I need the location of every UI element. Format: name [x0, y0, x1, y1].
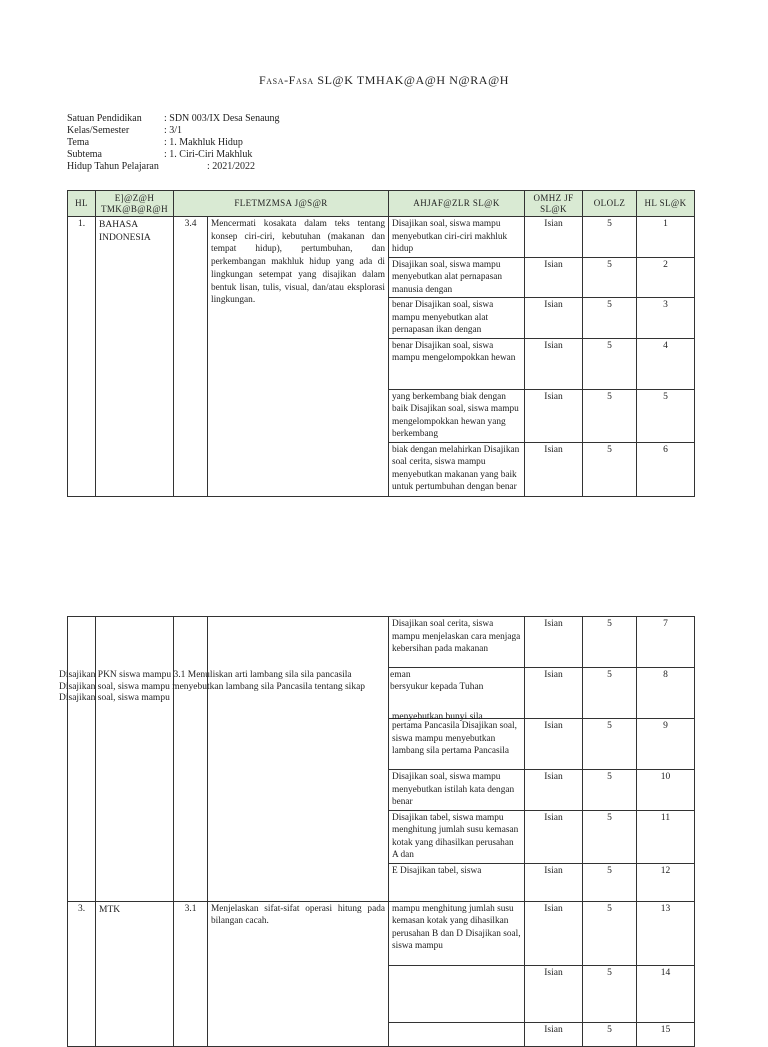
header-no: HL [68, 191, 96, 217]
indicator-cell: Disajikan soal, siswa mampu menyebutkan alat pernapasan manusia dengan [389, 257, 525, 298]
grid-table-1 [67, 190, 695, 497]
level-cell: 5 [583, 217, 637, 258]
level-cell: 5 [583, 810, 637, 863]
overlap-text-left [59, 670, 365, 705]
competency-number: 3.1 [174, 901, 208, 1046]
form-cell: Isian [525, 810, 583, 863]
form-cell: Isian [525, 719, 583, 770]
form-cell: Isian [525, 901, 583, 965]
question-number-cell: 12 [637, 863, 695, 901]
form-cell: Isian [525, 389, 583, 442]
form-cell: Isian [525, 668, 583, 719]
header-indicator: AHJAF@ZLR SL@K [389, 191, 525, 217]
meta-key-school: Satuan Pendidikan [67, 113, 142, 124]
indicator-cell [389, 965, 525, 1022]
meta-value-class: : 3/1 [164, 125, 183, 136]
question-number-cell: 9 [637, 719, 695, 770]
header-number: HL SL@K [637, 191, 695, 217]
form-cell: Isian [525, 217, 583, 258]
overlap-text-low [392, 712, 483, 724]
question-number-cell: 2 [637, 257, 695, 298]
form-cell: Isian [525, 965, 583, 1022]
question-number-cell: 15 [637, 1022, 695, 1046]
form-cell: Isian [525, 617, 583, 668]
question-number-cell: 7 [637, 617, 695, 668]
indicator-cell: Disajikan soal, siswa mampu menyebutkan ciri-ciri makhluk hidup [389, 217, 525, 258]
meta-value-theme: : 1. Makhluk Hidup [164, 137, 243, 148]
form-cell: Isian [525, 442, 583, 496]
question-number-cell: 8 [637, 668, 695, 719]
indicator-cell: mampu menghitung jumlah susu kemasan kotak yang dihasilkan perusahan B dan D Disajikan soal, siswa mampu [389, 901, 525, 965]
subject-cell: BAHASA INDONESIA [96, 217, 174, 497]
form-cell: Isian [525, 257, 583, 298]
document-title: Fasa-Fasa SL@K TMHAK@A@H N@RA@H [259, 73, 509, 87]
header-form: OMHZ JF SL@K [525, 191, 583, 217]
indicator-cell: benar Disajikan soal, siswa mampu menyebutkan alat pernapasan ikan dengan [389, 298, 525, 339]
meta-key-subtheme: Subtema [67, 149, 102, 160]
form-cell: Isian [525, 338, 583, 389]
level-cell: 5 [583, 338, 637, 389]
header-competency: FLETMZMSA J@S@R [174, 191, 389, 217]
indicator-cell: pertama Pancasila Disajikan soal, siswa mampu menyebutkan lambang sila pertama Pancasila [389, 719, 525, 770]
competency-number: 3.4 [174, 217, 208, 497]
header-subject: E]@Z@H TMK@B@R@H [96, 191, 174, 217]
question-number-cell: 14 [637, 965, 695, 1022]
overlap-line: menyebutkan bunyi sila [392, 712, 483, 722]
row-number: 3. [68, 901, 96, 1046]
meta-key-class: Kelas/Semester [67, 125, 130, 136]
indicator-cell: E Disajikan tabel, siswa [389, 863, 525, 901]
meta-block [67, 113, 367, 175]
competency-number-empty [174, 617, 208, 902]
level-cell: 5 [583, 1022, 637, 1046]
competency-text: Menjelaskan sifat-sifat operasi hitung pada bilangan cacah. [208, 901, 389, 1046]
level-cell: 5 [583, 965, 637, 1022]
form-cell: Isian [525, 770, 583, 811]
level-cell: 5 [583, 863, 637, 901]
subject-cell-empty [96, 617, 174, 902]
level-cell: 5 [583, 770, 637, 811]
level-cell: 5 [583, 298, 637, 339]
indicator-cell: Disajikan soal cerita, siswa mampu menjelaskan cara menjaga kebersihan pada makanan [389, 617, 525, 668]
overlap-line: eman [390, 670, 411, 680]
question-number-cell: 13 [637, 901, 695, 965]
overlap-line: Disajikan soal, siswa mampu [59, 693, 170, 703]
form-cell: Isian [525, 863, 583, 901]
level-cell: 5 [583, 719, 637, 770]
level-cell: 5 [583, 668, 637, 719]
level-cell: 5 [583, 617, 637, 668]
meta-key-year: Hidup Tahun Pelajaran [67, 161, 159, 172]
competency-text: Mencermati kosakata dalam teks tentang konsep ciri-ciri, kebutuhan (makanan dan tempat hidup), pertumbuhan, dan perkembangan makhluk hidup yang ada di lingkungan setempat yang disajikan dalam bentuk lisan, tulis, visual, dan/atau eksplorasi lingkungan. [208, 217, 389, 497]
question-number-cell: 4 [637, 338, 695, 389]
meta-value-school: : SDN 003/IX Desa Senaung [164, 113, 280, 124]
form-cell: Isian [525, 1022, 583, 1046]
meta-key-theme: Tema [67, 137, 90, 148]
indicator-cell: Disajikan soal, siswa mampu menyebutkan istilah kata dengan benar [389, 770, 525, 811]
question-number-cell: 11 [637, 810, 695, 863]
overlap-line: Disajikan PKN siswa mampu 3.1 Menuliskan arti lambang sila sila pancasila [59, 670, 352, 680]
form-cell: Isian [525, 298, 583, 339]
level-cell: 5 [583, 257, 637, 298]
indicator-cell: Disajikan tabel, siswa mampu menghitung jumlah susu kemasan kotak yang dihasilkan perusahan A dan [389, 810, 525, 863]
indicator-cell: yang berkembang biak dengan baik Disajikan soal, siswa mampu mengelompokkan hewan yang berkembang [389, 389, 525, 442]
question-number-cell: 1 [637, 217, 695, 258]
level-cell: 5 [583, 901, 637, 965]
subject-cell: MTK [96, 901, 174, 1046]
overlap-line: bersyukur kepada Tuhan [390, 681, 484, 692]
header-level: OLOLZ [583, 191, 637, 217]
question-number-cell: 3 [637, 298, 695, 339]
question-number-cell: 10 [637, 770, 695, 811]
overlap-line: Disajikan soal, siswa mampu menyebutkan lambang sila Pancasila tentang sikap [59, 681, 366, 692]
row-number-empty [68, 617, 96, 902]
indicator-cell [389, 1022, 525, 1046]
level-cell: 5 [583, 389, 637, 442]
indicator-cell: benar Disajikan soal, siswa mampu mengelompokkan hewan [389, 338, 525, 389]
question-number-cell: 5 [637, 389, 695, 442]
row-number: 1. [68, 217, 96, 497]
competency-text-empty [208, 617, 389, 902]
overlap-text-mid [390, 670, 483, 693]
indicator-cell: biak dengan melahirkan Disajikan soal cerita, siswa mampu menyebutkan makanan yang baik untuk pertumbuhan dengan benar [389, 442, 525, 496]
meta-value-subtheme: : 1. Ciri-Ciri Makhluk [164, 149, 253, 160]
level-cell: 5 [583, 442, 637, 496]
meta-value-year: : 2021/2022 [207, 161, 256, 172]
question-number-cell: 6 [637, 442, 695, 496]
